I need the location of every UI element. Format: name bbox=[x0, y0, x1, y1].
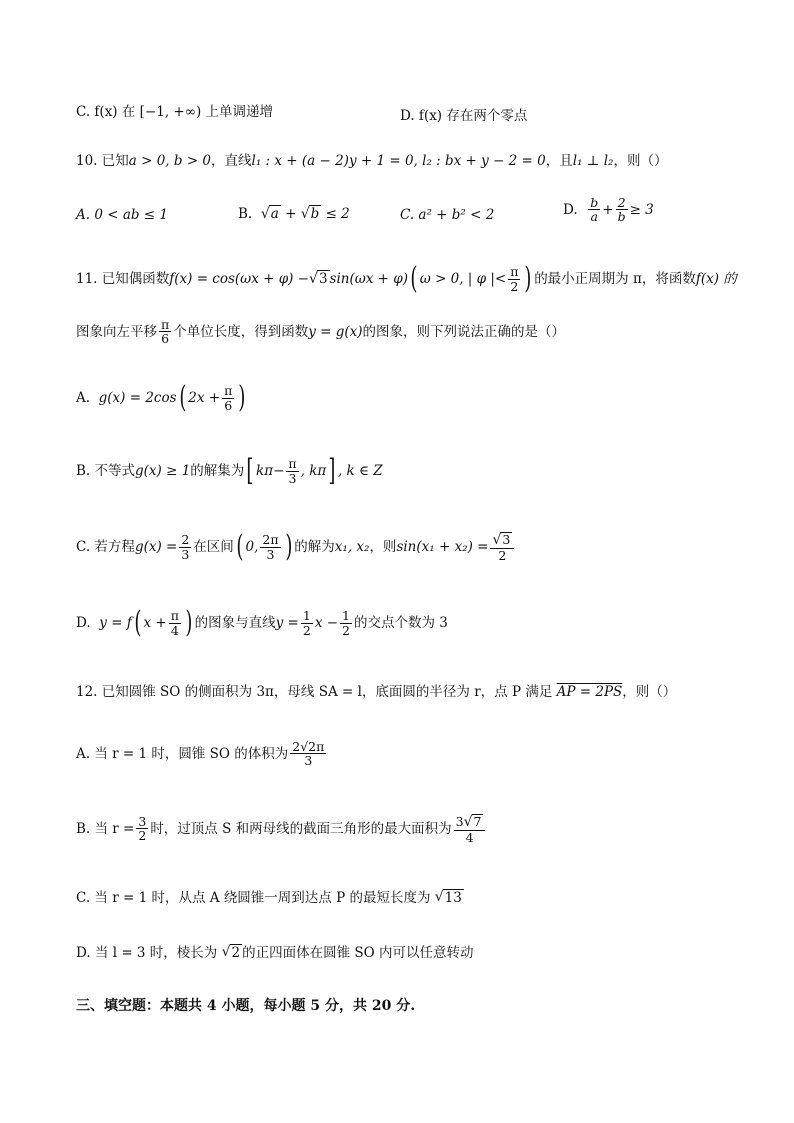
q12-option-a: A. 当 r = 1 时，圆锥 SO 的体积为 $\frac{2√2\pi}{3}$ bbox=[76, 739, 325, 769]
q11-option-d: D. y = f ( x + $\frac{\pi}{4}$ ) 的图象与直线 y = $\frac{1}{2}$ x − $\frac{1}{2}$ 的交点个数为 3 bbox=[76, 605, 448, 640]
q11-option-a: A. g(x) = 2cos ( 2x + $\frac{\pi}{6}$ ) bbox=[76, 380, 246, 415]
q10-option-a: A. 0 < ab ≤ 1 bbox=[76, 207, 168, 223]
q12-option-d: D. 当 l = 3 时，棱长为 √ 2 的正四面体在圆锥 SO 内可以任意转动 bbox=[76, 944, 474, 961]
q12-option-c: C. 当 r = 1 时，从点 A 绕圆锥一周到达点 P 的最短长度为 √ 13 bbox=[76, 889, 462, 906]
q11-option-b: B. 不等式 g(x) ≥ 1 的解集为 [ kπ− $\frac{\pi}{3}$ , kπ ] , k ∈ Z bbox=[76, 453, 383, 488]
q12-stem: 12. 已知圆锥 SO 的侧面积为 3π，母线 SA = l，底面圆的半径为 r，点 P 满足 AP = 2PS ，则（） bbox=[76, 684, 677, 700]
q9-option-c: C. f(x) 在 [−1, +∞) 上单调递增 bbox=[76, 104, 274, 120]
q10-stem: 10. 已知 a > 0, b > 0 ，直线 l₁ : x + (a − 2)y + 1 = 0, l₂ : bx + y − 2 = 0 ，且 l₁ ⊥ l₂ ，则（） bbox=[76, 153, 668, 169]
q10-option-c: C. a² + b² < 2 bbox=[400, 207, 495, 223]
q9-option-d: D. f(x) 存在两个零点 bbox=[400, 108, 528, 124]
q10-option-b: B. √ a + √ b ≤ 2 bbox=[238, 205, 350, 222]
q10-option-d: D. $\frac{b}{a}$ + $\frac{2}{b}$ ≥ 3 bbox=[563, 195, 654, 225]
q11-option-c: C. 若方程 g(x) = $\frac{2}{3}$ 在区间 ( 0, $\frac{2\pi}{3}$ ) 的解为 x₁, x₂ ，则 sin(x₁ + x₂) = $\frac{√3}{2}$ bbox=[76, 532, 516, 562]
section-heading: 三、填空题：本题共 4 小题，每小题 5 分，共 20 分. bbox=[76, 998, 416, 1014]
q11-stem-line1: 11. 已知偶函数 f(x) = cos(ωx + φ) − √ 3 sin(ωx + φ) ( ω > 0, | φ |< $\frac{\pi}{2}$ ) 的最小正周期为 π，将函数 f(x) 的 bbox=[76, 261, 737, 296]
q11-stem-line2: 图象向左平移 $\frac{\pi}{6}$ 个单位长度，得到函数 y = g(x) 的图象，则下列说法正确的是（） bbox=[76, 317, 566, 347]
q12-option-b: B. 当 r = $\frac{3}{2}$ 时，过顶点 S 和两母线的截面三角形的最大面积为 $\frac{3√7}{4}$ bbox=[76, 814, 487, 844]
